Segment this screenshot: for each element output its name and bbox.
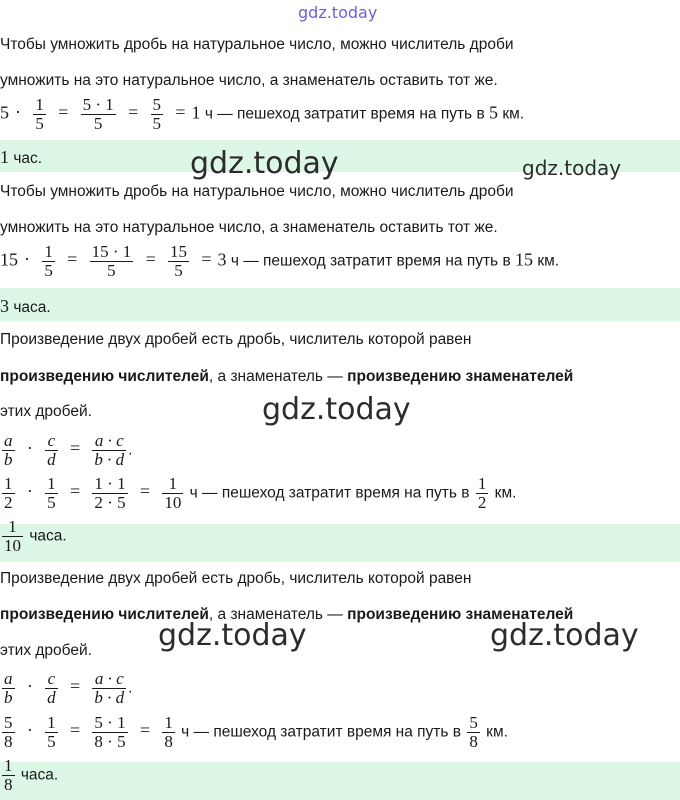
general-formula: $\frac{a}{b}$ · $\frac{c}{d}$ = $\frac{a \cdot c}{b \cdot d}$ .	[4, 669, 133, 707]
watermark: gdz.today	[262, 392, 411, 427]
rule-text: этих дробей.	[0, 403, 92, 420]
watermark: gdz.today	[490, 618, 639, 653]
equation: 15 · $\frac{1}{5}$ = $\frac{15 \cdot 1}{5}$ = $\frac{15}{5}$ = 3 ч — пешеход затратит время на путь в 15 км.	[0, 242, 560, 280]
answer-box: 1 час.	[0, 140, 680, 172]
rule-text: Чтобы умножить дробь на натуральное число, можно числитель дроби	[0, 36, 514, 53]
watermark: gdz.today	[522, 156, 622, 180]
answer-box: $\frac{1}{8}$ часа.	[0, 762, 680, 800]
rule-text: Чтобы умножить дробь на натуральное число, можно числитель дроби	[0, 183, 514, 200]
rule-text: умножить на это натуральное число, а знаменатель оставить тот же.	[0, 72, 498, 89]
answer-box: $\frac{1}{10}$ часа.	[0, 524, 680, 562]
answer-box: 3 часа.	[0, 288, 680, 321]
rule-text: произведению числителей, а знаменатель — произведению знаменателей	[0, 606, 574, 623]
equation: $\frac{5}{8}$ · $\frac{1}{5}$ = $\frac{5 \cdot 1}{8 \cdot 5}$ = $\frac{1}{8}$ ч — пешеход затратит время на путь в $\frac{5}{8}$ км.	[4, 713, 508, 751]
header-watermark: gdz.today	[298, 3, 378, 22]
rule-text: Произведение двух дробей есть дробь, числитель которой равен	[0, 331, 472, 348]
watermark: gdz.today	[158, 618, 307, 653]
rule-text: произведению числителей, а знаменатель — произведению знаменателей	[0, 368, 574, 385]
rule-text: этих дробей.	[0, 642, 92, 659]
equation: 5 · $\frac{1}{5}$ = $\frac{5 \cdot 1}{5}$ = $\frac{5}{5}$ = 1 ч — пешеход затратит время на путь в 5 км.	[0, 95, 525, 133]
rule-text: умножить на это натуральное число, а знаменатель оставить тот же.	[0, 219, 498, 236]
rule-text: Произведение двух дробей есть дробь, числитель которой равен	[0, 570, 472, 587]
equation: $\frac{1}{2}$ · $\frac{1}{5}$ = $\frac{1 \cdot 1}{2 \cdot 5}$ = $\frac{1}{10}$ ч — пешеход затратит время на путь в $\frac{1}{2}$ км.	[4, 474, 517, 512]
watermark: gdz.today	[190, 146, 339, 181]
general-formula: $\frac{a}{b}$ · $\frac{c}{d}$ = $\frac{a \cdot c}{b \cdot d}$ .	[4, 431, 133, 469]
